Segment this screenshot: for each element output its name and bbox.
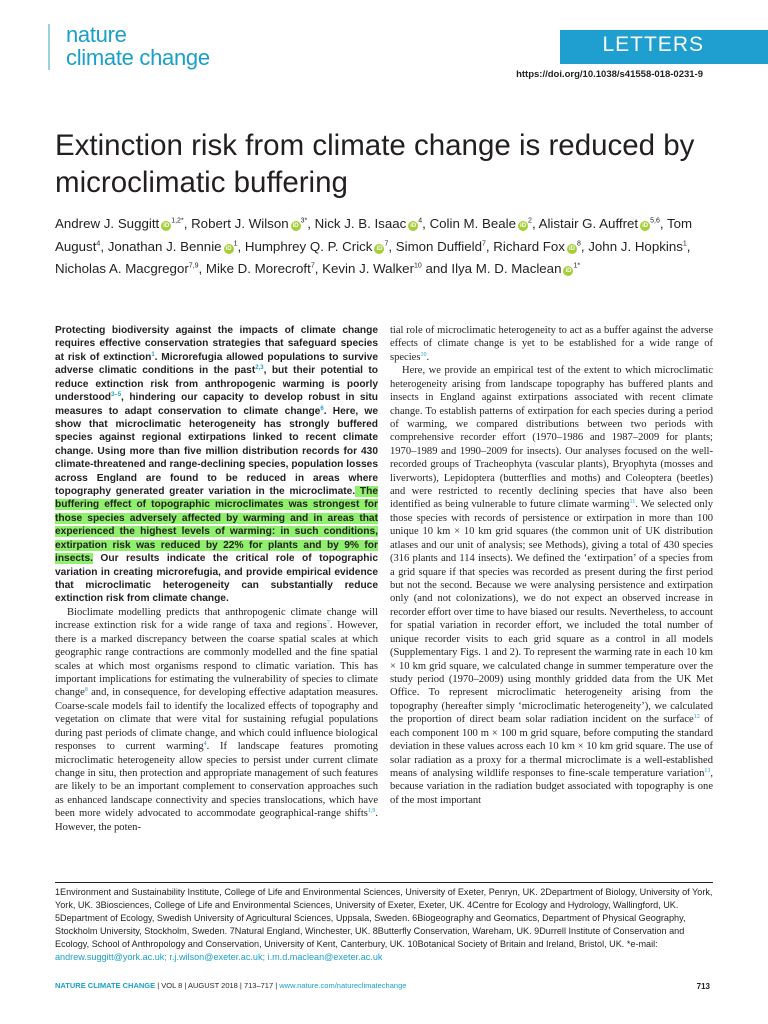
logo-line-1: nature [66,22,127,47]
author-and: and [421,261,452,276]
orcid-icon[interactable]: iD [163,223,170,229]
author-affiliation: 1,2* [171,217,184,225]
author-name[interactable]: Richard Fox [493,238,565,254]
body-text: . However, there is a marked discrepancy between the coarse spatial scales at which geographic range contractions are commonly modelled and the fine spatial scales at which most organisms respond to climatic variation. This has important implications for estimating the vulnerability of species to climate change [55,620,378,699]
orcid-icon[interactable]: iD [410,223,417,229]
author-affiliation: 1* [573,262,581,270]
abstract-text: . Microrefugia allowed populations to survive adverse climatic conditions in the past [55,351,378,377]
citation-ref[interactable]: 11 [629,499,636,506]
section-label: LETTERS [602,33,704,56]
abstract-text: Our results indicate the critical role of topographic variation in creating microrefugia, and provide empirical evidence that microclimatic heterogeneity can substantially reduce extinction risk from climate change. [55,553,378,605]
citation-ref[interactable]: 7 [326,620,330,627]
citation-ref[interactable]: 4 [203,741,207,748]
author-list: Andrew J. Suggitt $iD^{1,2*}$, Robert J. Wilson $iD^{3*}$, Nick J. B. Isaac $iD^4$, Colin M. Beale $iD^2$, Alistair G. Auffret iD$^{5,6}$, Tom August$^4$, Jonathan J. Bennie $iD^1$, Humphrey Q. P. Crick $iD^7$, Simon Duffield$^7$, Richard Fox $iD^8$, John J. Hopkins$^1$, Nicholas A. Macgregor$^{7,9}$, Mike D. Morecroft$^7$, Kevin J. Walker$^{10}$ and Ilya M. D. Maclean $iD^{1*}$ [55,216,693,276]
citation-ref[interactable]: 3–5 [111,392,122,399]
body-text: . If landscape features promoting microclimatic heterogeneity allow species to persist under current climate change in situ, then protection and appropriate management of such features are likely to be an important complement to conservation approaches such as enhanced landscape connectivity and species translocations, which have been more widely advocated to accommodate geographical-range shifts [55,741,378,820]
author-affiliation: 7,9 [188,262,199,270]
left-column [55,324,378,834]
abstract-text: . Here, we show that microclimatic heterogeneity has strongly buffered species against regional extirpations linked to recent climate change. Using more than five million distribution records for 430 climate-threatened and range-declining species, population losses across England are found to be reduced in areas where topography generated greater variation in the microclimate. [55,405,378,498]
orcid-icon[interactable]: iD [568,245,575,252]
orcid-icon[interactable]: iD [376,245,383,252]
author-name[interactable]: Kevin J. Walker [322,261,414,276]
affiliations-text: 1Environment and Sustainability Institute, College of Life and Environmental Sciences, University of Exeter, Penryn, UK. 2Department of Biology, University of York, York, UK. 3Biosciences, College of Life and Environmental Sciences, University of Exeter, Exeter, UK. 4Centre for Ecology and Hydrology, Wallingford, UK. 5Department of Ecology, Swedish University of Agricultural Sciences, Uppsala, Sweden. 6Biogeography and Geomatics, Department of Physical Geography, Stockholm University, Stockholm, Sweden. 7Natural England, Winchester, UK. 8Butterfly Conservation, Wareham, UK. 9Durrell Institute of Conservation and Ecology, School of Anthropology and Conservation, University of Kent, Canterbury, UK. 10Botanical Society of Britain and Ireland, Bristol, UK. *e-mail: [55,887,713,949]
author-affiliation: 3* [300,217,308,225]
journal-logo[interactable] [66,24,210,70]
footer-issue: | VOL 8 | AUGUST 2018 | 713–717 | [155,981,280,990]
author-name[interactable]: Tom August [55,216,693,254]
body-text: . We selected only those species with records of persistence or extirpation in more than 100 unique 10 km × 10 km grid squares (the common unit of UK distribution atlases and our unit of analysis; see Methods), giving a total of 430 species (316 plants and 114 insects). We defined the ‘extirpation’ of a species from a grid square if that species was recorded as present during the first period but not the second. Because we were analysing persistence and extirpation only (and not colonizations), we do not expect an observed increase in recorder effort over time to have biased our results. Nevertheless, to account for spatial variation in recorder effort, we included the total number of unique recorder visits to each grid square as a control in all models (Supplementary Figs. 1 and 2). To represent the warming rate in each 10 km × 10 km grid square, we calculated change in summer temperature over the study period (1970–2009) using monthly gridded data from the UK Met Office. To represent microclimatic heterogeneity arising from the topography (hereafter simply ‘microclimatic heterogeneity’), we calculated the proportion of direct beam solar radiation incident on the surface [390,499,713,726]
author-affiliation: 1 [682,240,687,248]
citation-ref[interactable]: 12 [693,714,700,721]
orcid-icon[interactable]: iD [520,223,527,229]
orcid-icon[interactable]: iD [225,245,232,252]
author-affiliation: 2 [528,217,532,225]
author-name[interactable]: Robert J. Wilson [191,216,289,231]
footer-journal: NATURE CLIMATE CHANGE [55,981,156,990]
author-name[interactable]: Andrew J. Suggitt [55,216,160,231]
author-name[interactable]: Nick J. B. Isaac [314,216,407,231]
author-affiliation: 1 [233,240,238,248]
citation-ref[interactable]: 10 [420,351,427,358]
body-paragraph [55,606,378,834]
body-text: and, in consequence, for developing effective adaptation measures. Coarse-scale models fail to identify the localized effects of topography and vegetation on climate that were vital for sustaining refugial populations during past periods of climate change, and which could influence biological responses to current warming [55,687,378,753]
citation-ref[interactable]: 6 [320,405,324,412]
author-name[interactable]: Colin M. Beale [429,216,517,231]
abstract-text: , but their potential to reduce extinction risk from anthropogenic warming is poorly understood [55,365,378,404]
author-name[interactable]: Jonathan J. Bennie [107,238,222,254]
body-text: Bioclimate modelling predicts that anthropogenic climate change will increase extinction risk for a wide range of taxa and regions [55,606,378,632]
author-name[interactable]: John J. Hopkins [588,238,683,254]
author-name[interactable]: Mike D. Morecroft [205,261,311,276]
orcid-icon[interactable]: iD [292,223,299,229]
author-name[interactable]: Ilya M. D. Maclean [451,261,562,276]
article-title: Extinction risk from climate change is reduced by microclimatic buffering [55,129,695,199]
citation-ref[interactable]: 1,9 [367,808,376,815]
author-affiliation: 7 [384,240,389,248]
author-name[interactable]: Nicholas A. Macgregor [55,261,189,276]
author-affiliation: 8 [576,240,581,248]
abstract [55,324,378,606]
abstract-text: , hindering our capacity to develop robust in situ measures to adapt conservation to climate change [55,392,378,417]
citation-ref[interactable]: 13 [704,767,711,774]
citation-ref[interactable]: 8 [84,687,88,694]
author-affiliation: 5,6 [650,217,660,225]
orcid-icon[interactable]: iD [642,223,649,229]
body-text: . However, the poten- [55,808,378,833]
author-affiliation: 4 [418,217,423,225]
page-number: 713 [696,982,710,991]
orcid-icon[interactable]: iD [565,268,572,274]
author-affiliation: 7 [481,240,486,248]
citation-ref[interactable]: 1 [151,351,155,358]
body-text: tial role of microclimatic heterogeneity to act as a buffer against the adverse effects of climate change is yet to be established for a wide range of species [390,325,713,363]
citation-ref[interactable]: 2,3 [255,365,264,372]
right-column [390,324,713,807]
doi-link[interactable]: https://doi.org/10.1038/s41558-018-0231-9 [516,69,703,80]
author-affiliation: 7 [310,262,315,270]
body-text: Here, we provide an empirical test of the extent to which microclimatic heterogeneity arising from landscape topography has buffered plants and insects in England against extirpations associated with recent climate change. To establish patterns of extirpation for each species during a period of warming, we compared distributions between two periods with comprehensive recorder effort (1970–1986 and 1987–2009 for plants; 1970–1989 and 1990–2009 for insects). Our analyses focused on the well-recorded groups of Tracheophyta (vascular plants), Bryophyta (mosses and liverworts), Lepidoptera (butterflies and moths) and Coleoptera (beetles) and were restricted to recently declining species that have also been identified as being vulnerable to future climate warming [390,365,713,511]
body-text: , because variation in the radiation budget associated with topography is one of the most important [390,767,713,806]
logo-corner-line [48,24,50,70]
body-text: . [426,351,430,363]
page-footer [55,981,406,990]
abstract-text: Protecting biodiversity against the impacts of climate change requires effective conservation strategies that safeguard species at risk of extinction [55,325,378,363]
author-name[interactable]: Alistair G. Auffret [538,216,639,231]
footer-url[interactable]: www.nature.com/natureclimatechange [279,981,407,990]
body-paragraph [390,364,713,807]
body-paragraph [390,324,713,364]
author-name[interactable]: Simon Duffield [395,238,482,254]
body-text: of each component 100 m × 100 m grid square, before computing the standard deviation in these values across each 10 km × 10 km grid square. The use of solar radiation as a proxy for a thermal microclimate is a well-established means of analysing wildlife responses to fine-scale temperature variation [390,714,713,779]
logo-line-2: climate change [66,45,210,70]
author-affiliation: 4 [96,240,101,248]
author-name[interactable]: Humphrey Q. P. Crick [244,238,373,254]
affiliations-footnote [55,886,715,963]
author-affiliation: 10 [414,262,422,270]
footnote-divider [55,882,713,883]
highlighted-text[interactable]: The buffering effect of topographic microclimates was strongest for those species adversely affected by warming and in areas that experienced the highest levels of warming: in such conditions, extirpation risk was reduced by 22% for plants and by 9% for insects. [55,486,379,565]
email-links[interactable]: andrew.suggitt@york.ac.uk; r.j.wilson@exeter.ac.uk; i.m.d.maclean@exeter.ac.uk [55,951,383,962]
